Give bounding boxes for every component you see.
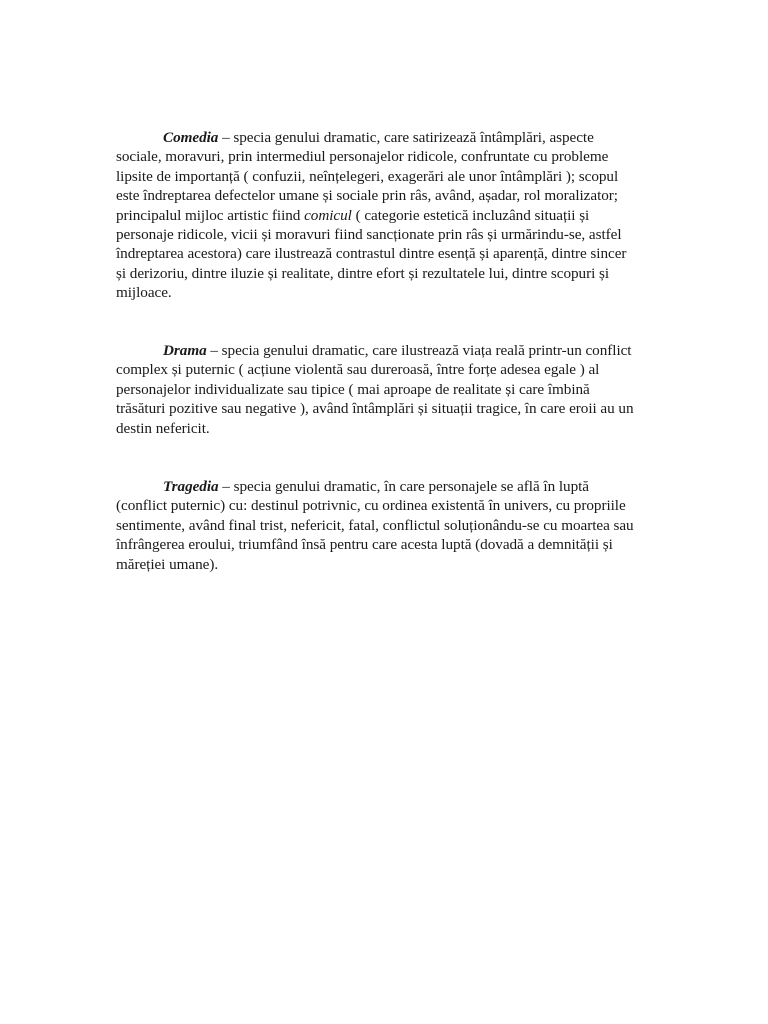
emphasis-comicul: comicul [304, 206, 352, 224]
paragraph-comedia [116, 128, 636, 303]
paragraph-tragedia [116, 477, 636, 574]
definition-drama: – specia genului dramatic, care ilustrează viața reală printr-un conflict complex și puternic ( acțiune violentă sau dureroasă, între forțe adesea egale ) al personajelor individualizate sau tipice ( mai aproape de realitate și care îmbină trăsături pozitive sau negative ), având întâmplări și situații tragice, în care eroii au un destin nefericit. [116, 342, 634, 437]
term-tragedia: Tragedia [163, 478, 219, 495]
definition-comedia-part-2: ( categorie estetică incluzând situații și personaje ridicole, vicii și moravuri fiind sancționate prin râs și urmărindu-se, astfel îndreptarea acestora) care ilustrează contrastul dintre esență și aparență, dintre sincer și derizoriu, dintre iluzie și realitate, dintre efort și rezultatele lui, dintre scopuri și mijloace. [116, 206, 627, 302]
definition-tragedia: – specia genului dramatic, în care personajele se află în luptă (conflict puternic) cu: destinul potrivnic, cu ordinea existentă în univers, cu propriile sentimente, având final trist, nefericit, fatal, conflictul soluționându-se cu moartea sau înfrângerea eroului, triumfând însă pentru care acesta luptă (dovadă a demnității și măreției umane). [116, 478, 634, 573]
term-drama: Drama [163, 342, 207, 359]
paragraph-drama [116, 341, 636, 438]
term-comedia: Comedia [163, 129, 219, 146]
definition-comedia-part-1: – specia genului dramatic, care satirizează întâmplări, aspecte sociale, moravuri, prin intermediul personajelor ridicole, confruntate cu probleme lipsite de importanță ( confuzii, neînțelegeri, exagerări ale unor întâmplări ); scopul este îndreptarea defectelor umane și sociale prin râs, având, așadar, rol moralizator; principalul mijloc artistic fiind [116, 129, 619, 224]
